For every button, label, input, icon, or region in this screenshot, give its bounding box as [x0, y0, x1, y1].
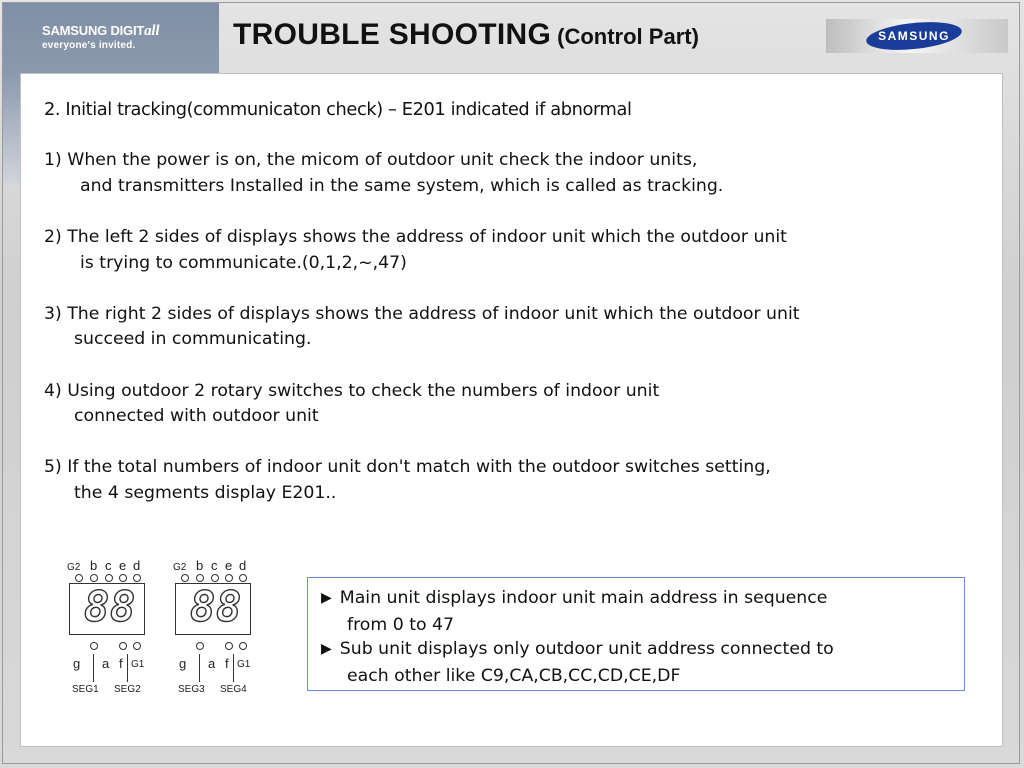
label-a: a	[208, 656, 216, 671]
label-g2: G2	[67, 562, 81, 573]
leader-line	[127, 654, 128, 682]
pin-dot	[119, 574, 127, 582]
segment-name: SEG2	[114, 684, 141, 695]
list-item-line2: connected with outdoor unit	[74, 406, 319, 427]
label-c: c	[211, 558, 218, 573]
pin-dot	[225, 574, 233, 582]
label-g1: G1	[131, 659, 145, 670]
segment-digit: 8	[190, 582, 216, 631]
label-d: d	[133, 558, 141, 573]
segment-digit: 8	[216, 582, 242, 631]
segment-name: SEG4	[220, 684, 247, 695]
samsung-logo-text: SAMSUNG	[878, 29, 950, 43]
segment-display-diagram	[67, 558, 149, 698]
label-b: b	[90, 558, 98, 573]
label-g: g	[73, 656, 81, 671]
pin-dot	[90, 574, 98, 582]
label-b: b	[196, 558, 204, 573]
side-strip	[3, 73, 21, 183]
list-item	[44, 148, 984, 199]
leader-line	[233, 654, 234, 682]
pin-dot	[196, 642, 204, 650]
label-c: c	[105, 558, 112, 573]
list-item-line1: 2) The left 2 sides of displays shows the address of indoor unit which the outdoor unit	[44, 226, 787, 247]
list-item-line2: succeed in communicating.	[74, 329, 312, 350]
note-line1: Sub unit displays only outdoor unit address connected to	[339, 639, 834, 659]
label-e: e	[119, 558, 127, 573]
list-item-line2: and transmitters Installed in the same system, which is called as tracking.	[80, 175, 724, 196]
segment-name: SEG1	[72, 684, 99, 695]
page-title	[233, 18, 699, 52]
pin-dot	[133, 574, 141, 582]
pin-dot	[196, 574, 204, 582]
note-line2: from 0 to 47	[347, 614, 455, 635]
pin-dot	[181, 574, 189, 582]
logo-main-text: SAMSUNG DIGIT	[42, 23, 145, 38]
logo-tagline: everyone's invited.	[42, 40, 136, 51]
list-item-line1: 1) When the power is on, the micom of outdoor unit check the indoor units,	[44, 150, 698, 171]
page-title-sub: (Control Part)	[557, 24, 699, 49]
note-line1: Main unit displays indoor unit main address in sequence	[339, 588, 828, 608]
samsung-logo	[865, 18, 963, 54]
label-g2: G2	[173, 562, 187, 573]
list-item	[44, 455, 984, 506]
label-f: f	[119, 656, 123, 671]
segment-bottom-labels	[173, 656, 255, 672]
samsung-digitall-logo	[42, 24, 159, 38]
segment-digit: 8	[110, 582, 136, 631]
label-d: d	[239, 558, 247, 573]
body-text	[44, 97, 984, 532]
pin-dot	[90, 642, 98, 650]
list-item-line1: 4) Using outdoor 2 rotary switches to check the numbers of indoor unit	[44, 380, 660, 401]
segment-bottom-labels	[67, 656, 149, 672]
list-item	[44, 302, 984, 353]
note-line2: each other like C9,CA,CB,CC,CD,CE,DF	[347, 665, 681, 686]
list-item-line1: 5) If the total numbers of indoor unit don't match with the outdoor switches setting,	[44, 457, 771, 478]
pin-dot	[75, 574, 83, 582]
logo-all-text: all	[144, 23, 160, 39]
segment-name: SEG3	[178, 684, 205, 695]
list-item-line2: the 4 segments display E201..	[74, 482, 337, 503]
note-item	[321, 637, 834, 689]
play-triangle-icon: ▶	[321, 590, 332, 606]
play-triangle-icon: ▶	[321, 641, 332, 657]
list-item-line2: is trying to communicate.(0,1,2,~,47)	[80, 252, 407, 273]
header-logo-block	[3, 3, 219, 73]
list-item	[44, 379, 984, 430]
list-item	[44, 225, 984, 276]
pin-dot	[239, 574, 247, 582]
pin-dot	[105, 574, 113, 582]
label-g: g	[179, 656, 187, 671]
segment-digit: 8	[84, 582, 110, 631]
label-g1: G1	[237, 659, 251, 670]
section-heading: 2. Initial tracking(communicaton check) – E201 indicated if abnormal	[44, 99, 632, 120]
leader-line	[199, 654, 200, 682]
segment-display-diagram	[173, 558, 255, 698]
pin-dot	[119, 642, 127, 650]
pin-dot	[225, 642, 233, 650]
seven-segment-box	[69, 583, 145, 635]
list-item-line1: 3) The right 2 sides of displays shows the address of indoor unit which the outdoor unit	[44, 303, 800, 324]
seven-segment-box	[175, 583, 251, 635]
label-e: e	[225, 558, 233, 573]
pin-dot	[211, 574, 219, 582]
label-a: a	[102, 656, 110, 671]
pin-dot	[133, 642, 141, 650]
note-item	[321, 586, 827, 638]
note-box	[307, 577, 965, 691]
label-f: f	[225, 656, 229, 671]
page-title-main: TROUBLE SHOOTING	[233, 18, 552, 51]
pin-dot	[239, 642, 247, 650]
leader-line	[93, 654, 94, 682]
